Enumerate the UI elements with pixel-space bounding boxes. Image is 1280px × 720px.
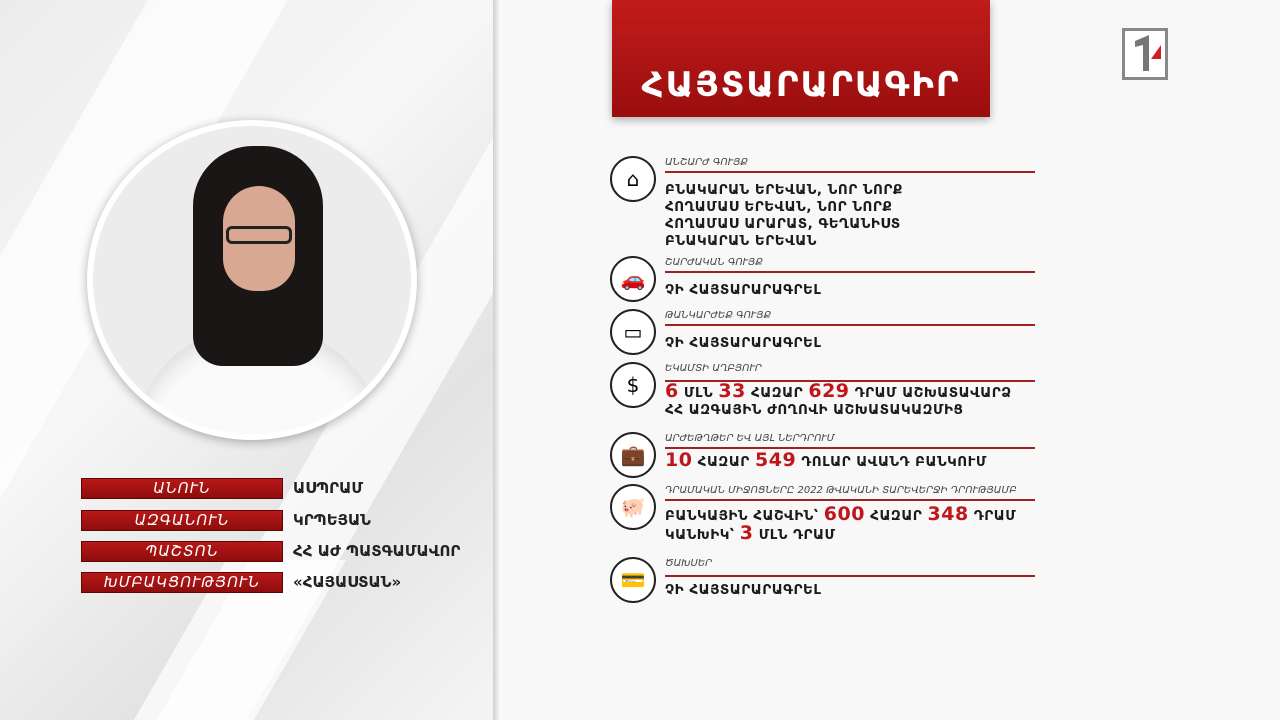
position-label: ՊԱՇՏՈՆ <box>81 541 283 562</box>
text: ՄԼՆ ԴՐԱՄ <box>753 527 836 543</box>
section-category: ԱՆՇԱՐԺ ԳՈՒՅՔ <box>665 157 748 168</box>
card-hand-icon: 💳 <box>610 557 656 603</box>
text: ՀԱԶԱՐ <box>864 508 928 524</box>
text-line: ՀՈՂԱՄԱՍ ԵՐԵՎԱՆ, ՆՈՐ ՆՈՐՔ <box>665 199 893 215</box>
name-label: ԱՆՈՒՆ <box>81 478 283 499</box>
text: ԴՈԼԱՐ ԱՎԱՆԴ ԲԱՆԿՈՒՄ <box>796 454 987 470</box>
amount: 33 <box>718 380 746 402</box>
channel-logo <box>1122 28 1168 80</box>
amount: 3 <box>739 522 754 544</box>
piggy-bank-icon: 🐖 <box>610 484 656 530</box>
section-category: ՇԱՐԺԱԿԱՆ ԳՈՒՅՔ <box>665 257 763 268</box>
text-line: ԲՆԱԿԱՐԱՆ ԵՐԵՎԱՆ, ՆՈՐ ՆՈՐՔ <box>665 182 903 198</box>
divider <box>493 0 501 720</box>
section-category: ԱՐԺԵԹՂԹԵՐ ԵՎ ԱՅԼ ՆԵՐԴՐՈՒՄ <box>665 433 835 444</box>
name-value: ԱՍՊՐԱՄ <box>293 479 364 497</box>
text: ԿԱՆԽԻԿ՝ <box>665 527 740 543</box>
section-category: ԾԱԽՍԵՐ <box>665 558 713 569</box>
amount: 549 <box>755 449 797 471</box>
text: ՄԼՆ <box>678 385 719 401</box>
money-bag-icon: $ <box>610 362 656 408</box>
text: ԴՐԱՄ <box>968 508 1017 524</box>
briefcase-coins-icon: 💼 <box>610 432 656 478</box>
section-category: ԵԿԱՄՏԻ ԱՂԲՅՈՒՐ <box>665 363 762 374</box>
section-category: ԴՐԱՄԱԿԱՆ ՄԻՋՈՑՆԵՐԸ 2022 ԹՎԱԿԱՆԻ ՏԱՐԵՎԵՐՋԻ ԴՐՈՒԹՅԱՄԲ <box>665 485 1017 496</box>
text: ՀԱԶԱՐ <box>745 385 809 401</box>
section-category: ԹԱՆԿԱՐԺԵՔ ԳՈՒՅՔ <box>665 310 772 321</box>
car-icon: 🚗 <box>610 256 656 302</box>
section-text: ՉԻ ՀԱՅՏԱՐԱՐԱԳՐԵԼ <box>665 282 822 298</box>
section-text: ՉԻ ՀԱՅՏԱՐԱՐԱԳՐԵԼ <box>665 335 822 351</box>
amount: 10 <box>665 449 693 471</box>
portrait-photo <box>87 120 417 440</box>
title-banner <box>612 0 990 117</box>
house-icon: ⌂ <box>610 156 656 202</box>
amount: 600 <box>823 503 865 525</box>
faction-label: ԽՄԲԱԿՑՈՒԹՅՈՒՆ <box>81 572 283 593</box>
text: ՀԱԶԱՐ <box>692 454 755 470</box>
text-line: ԲՆԱԿԱՐԱՆ ԵՐԵՎԱՆ <box>665 233 817 249</box>
page-title: ՀԱՅՏԱՐԱՐԱԳԻՐ <box>641 65 961 105</box>
amount: 6 <box>665 380 679 402</box>
position-value: ՀՀ ԱԺ ՊԱՏԳԱՄԱՎՈՐ <box>293 542 461 560</box>
surname-value: ԿՐՊԵՅԱՆ <box>293 511 371 529</box>
amount: 629 <box>808 380 850 402</box>
text: ԲԱՆԿԱՅԻՆ ՀԱՇՎԻՆ՝ <box>665 508 824 524</box>
text-line: ՀՈՂԱՄԱՍ ԱՐԱՐԱՏ, ԳԵՂԱՆԻՍՏ <box>665 216 901 232</box>
left-panel <box>0 0 493 720</box>
text-line: ՀՀ ԱԶԳԱՅԻՆ ԺՈՂՈՎԻ ԱՇԽԱՏԱԿԱԶՄԻՑ <box>665 402 964 418</box>
text: ԴՐԱՄ ԱՇԽԱՏԱՎԱՐՁ <box>849 385 1012 401</box>
surname-label: ԱԶԳԱՆՈՒՆ <box>81 510 283 531</box>
gold-bars-icon: ▭ <box>610 309 656 355</box>
faction-value: «ՀԱՅԱՍՏԱՆ» <box>293 573 402 591</box>
amount: 348 <box>927 503 969 525</box>
section-text: ՉԻ ՀԱՅՏԱՐԱՐԱԳՐԵԼ <box>665 582 822 598</box>
